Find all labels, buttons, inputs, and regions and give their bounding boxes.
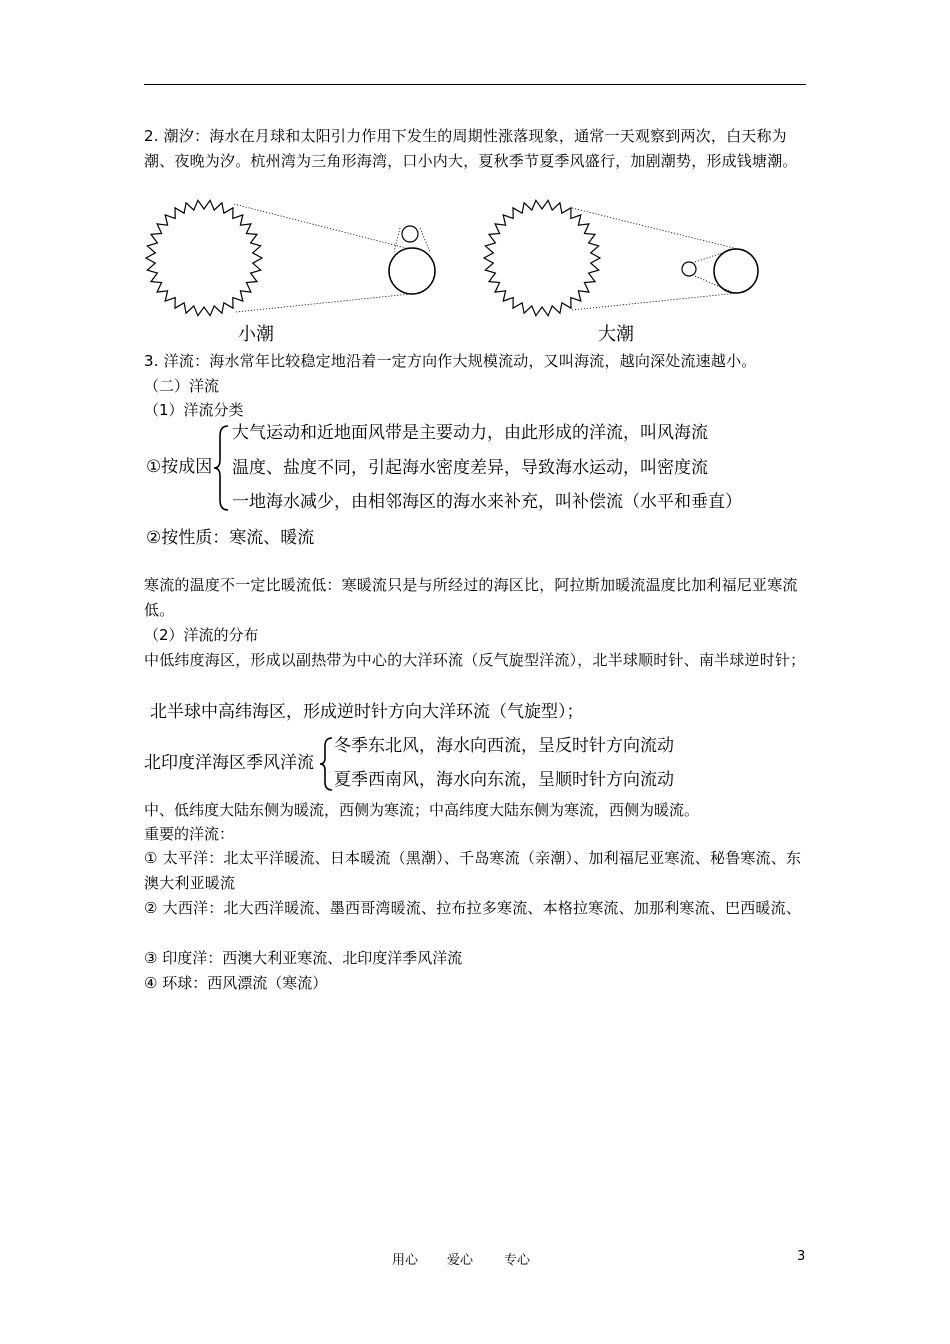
- ray-bottom-spring: [572, 293, 738, 310]
- heading-ocean-current: （二）洋流: [144, 377, 220, 395]
- earth-spring: [714, 249, 758, 293]
- section-tide: 2. 潮汐：海水在月球和太阳引力作用下发生的周期性涨落现象，通常一天观察到两次，白天称为潮、夜晚为汐。杭州湾为三角形海湾，口小内大，夏秋季节夏季风盛行，加剧潮势，形成钱塘潮。: [144, 127, 798, 170]
- ray-bottom-neap: [236, 294, 410, 312]
- important-global: ④ 环球：西风漂流（寒流）: [144, 974, 328, 992]
- important-atlantic: ② 大西洋：北大西洋暖流、墨西哥湾暖流、拉布拉多寒流、本格拉寒流、加那利寒流、巴西暖流、: [144, 899, 802, 917]
- ray-top-neap: [234, 204, 406, 248]
- earth-neap: [389, 248, 435, 294]
- brace-cause: [212, 424, 230, 512]
- heading-distribution: （2）洋流的分布: [144, 626, 259, 644]
- cause-compensation: 一地海水减少，由相邻海区的海水来补充，叫补偿流（水平和垂直）: [232, 492, 742, 512]
- footer-left: 用心: [392, 1253, 419, 1268]
- monsoon-winter: 冬季东北风，海水向西流，呈反时针方向流动: [334, 736, 674, 756]
- by-cause-label: ①按成因: [146, 457, 213, 477]
- important-indian: ③ 印度洋：西澳大利亚寒流、北印度洋季风洋流: [144, 949, 463, 967]
- cause-wind-driven: 大气运动和近地面风带是主要动力，由此形成的洋流，叫风海流: [232, 423, 708, 443]
- sun-neap: [146, 200, 262, 315]
- note-cold-warm: 寒流的温度不一定比暖流低：寒暖流只是与所经过的海区比，阿拉斯加暖流温度比加利福尼亚寒流低。: [144, 576, 798, 619]
- moon-neap: [402, 226, 418, 242]
- footer-mid: 爱心: [447, 1253, 474, 1268]
- important-heading: 重要的洋流：: [144, 825, 235, 843]
- ray-top-spring: [572, 208, 738, 249]
- page-number: 3: [797, 1249, 806, 1264]
- header-rule: [144, 84, 806, 85]
- neap-tide-label: 小潮: [238, 324, 274, 345]
- spring-tide-figure: [484, 200, 758, 315]
- by-nature: ②按性质：寒流、暖流: [146, 528, 315, 548]
- footer-right: 专心: [504, 1253, 531, 1268]
- spring-tide-label: 大潮: [598, 324, 634, 345]
- monsoon-label: 北印度洋海区季风洋流: [144, 753, 314, 773]
- heading-classification: （1）洋流分类: [144, 401, 244, 419]
- continent-rule: 中、低纬度大陆东侧为暖流，西侧为寒流；中高纬度大陆东侧为寒流，西侧为暖流。: [144, 801, 700, 819]
- neap-tide-figure: [146, 200, 435, 315]
- north-high-latitude: 北半球中高纬海区，形成逆时针方向大洋环流（气旋型）；: [150, 702, 584, 722]
- sun-spring: [484, 200, 600, 315]
- important-pacific: ① 太平洋：北太平洋暖流、日本暖流（黑潮）、千岛寒流（亲潮）、加利福尼亚寒流、秘鲁寒流、东澳大利亚暖流: [144, 849, 802, 892]
- moon-spring: [682, 262, 696, 276]
- section-current: 3. 洋流：海水常年比较稳定地沿着一定方向作大规模流动，又叫海流，越向深处流速越小。: [144, 352, 757, 370]
- monsoon-summer: 夏季西南风，海水向东流，呈顺时针方向流动: [334, 770, 674, 790]
- brace-monsoon: [318, 736, 334, 792]
- low-mid-latitude: 中低纬度海区，形成以副热带为中心的大洋环流（反气旋型洋流），北半球顺时针、南半球逆时针；: [144, 651, 806, 669]
- cause-density: 温度、盐度不同，引起海水密度差异，导致海水运动，叫密度流: [232, 458, 708, 478]
